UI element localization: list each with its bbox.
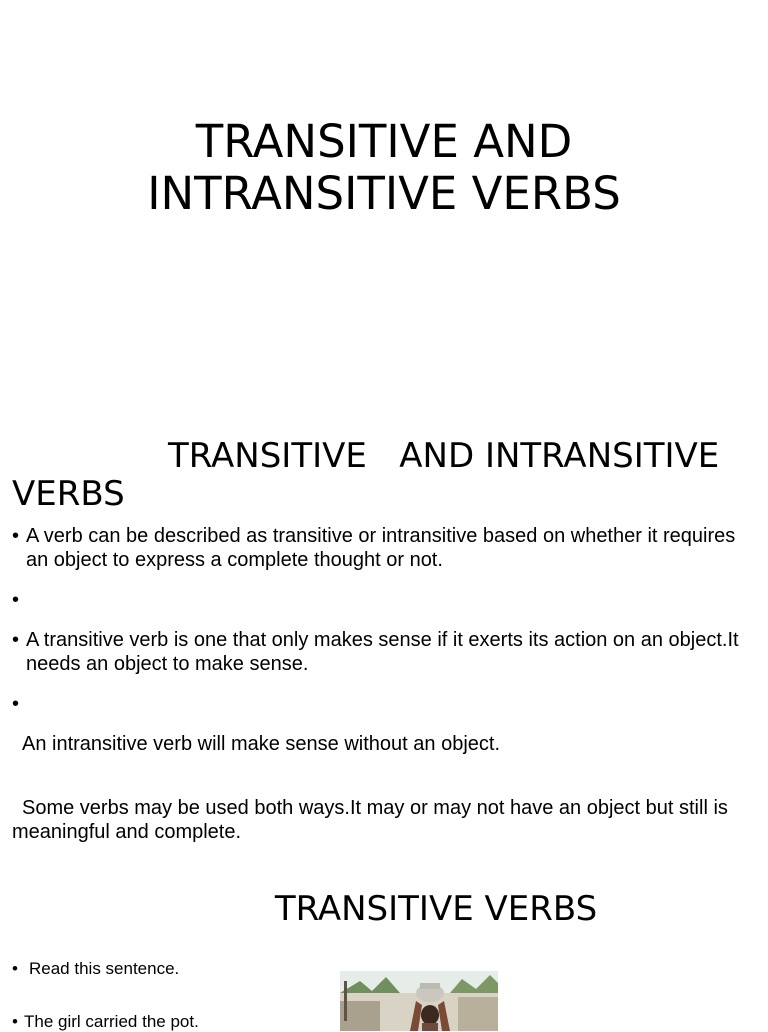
slide-heading	[12, 437, 757, 513]
bullet-transitive: • A transitive verb is one that only makes sense if it exerts its action on an object.It needs an object to make sense.	[12, 628, 762, 676]
slide-heading: TRANSITIVE VERBS	[274, 889, 598, 929]
bullet-example-sentence: • The girl carried the pot.	[12, 1012, 199, 1032]
bullet-read: • Read this sentence.	[12, 959, 179, 979]
bullet-empty	[12, 692, 762, 716]
title-line-2: INTRANSITIVE VERBS	[147, 167, 621, 220]
bullet-definition: • A verb can be described as transitive or intransitive based on whether it requires an object to express a complete thought or not.	[12, 524, 762, 572]
title-slide	[0, 0, 768, 405]
slide-title	[0, 116, 768, 220]
transitive-verbs-slide	[0, 855, 768, 1031]
heading-line-1: TRANSITIVE AND INTRANSITIVE	[168, 436, 720, 476]
title-line-1: TRANSITIVE AND	[195, 115, 573, 168]
girl-carrying-pot-photo	[340, 971, 498, 1031]
bullet-list	[12, 524, 762, 844]
bullet-empty	[12, 588, 762, 612]
intransitive-text: An intransitive verb will make sense without an object.	[22, 733, 501, 755]
both-ways-text: Some verbs may be used both ways.It may or may not have an object but still is meaningful and complete.	[12, 797, 728, 843]
definition-slide	[0, 405, 768, 855]
heading-line-2: VERBS	[12, 474, 125, 514]
